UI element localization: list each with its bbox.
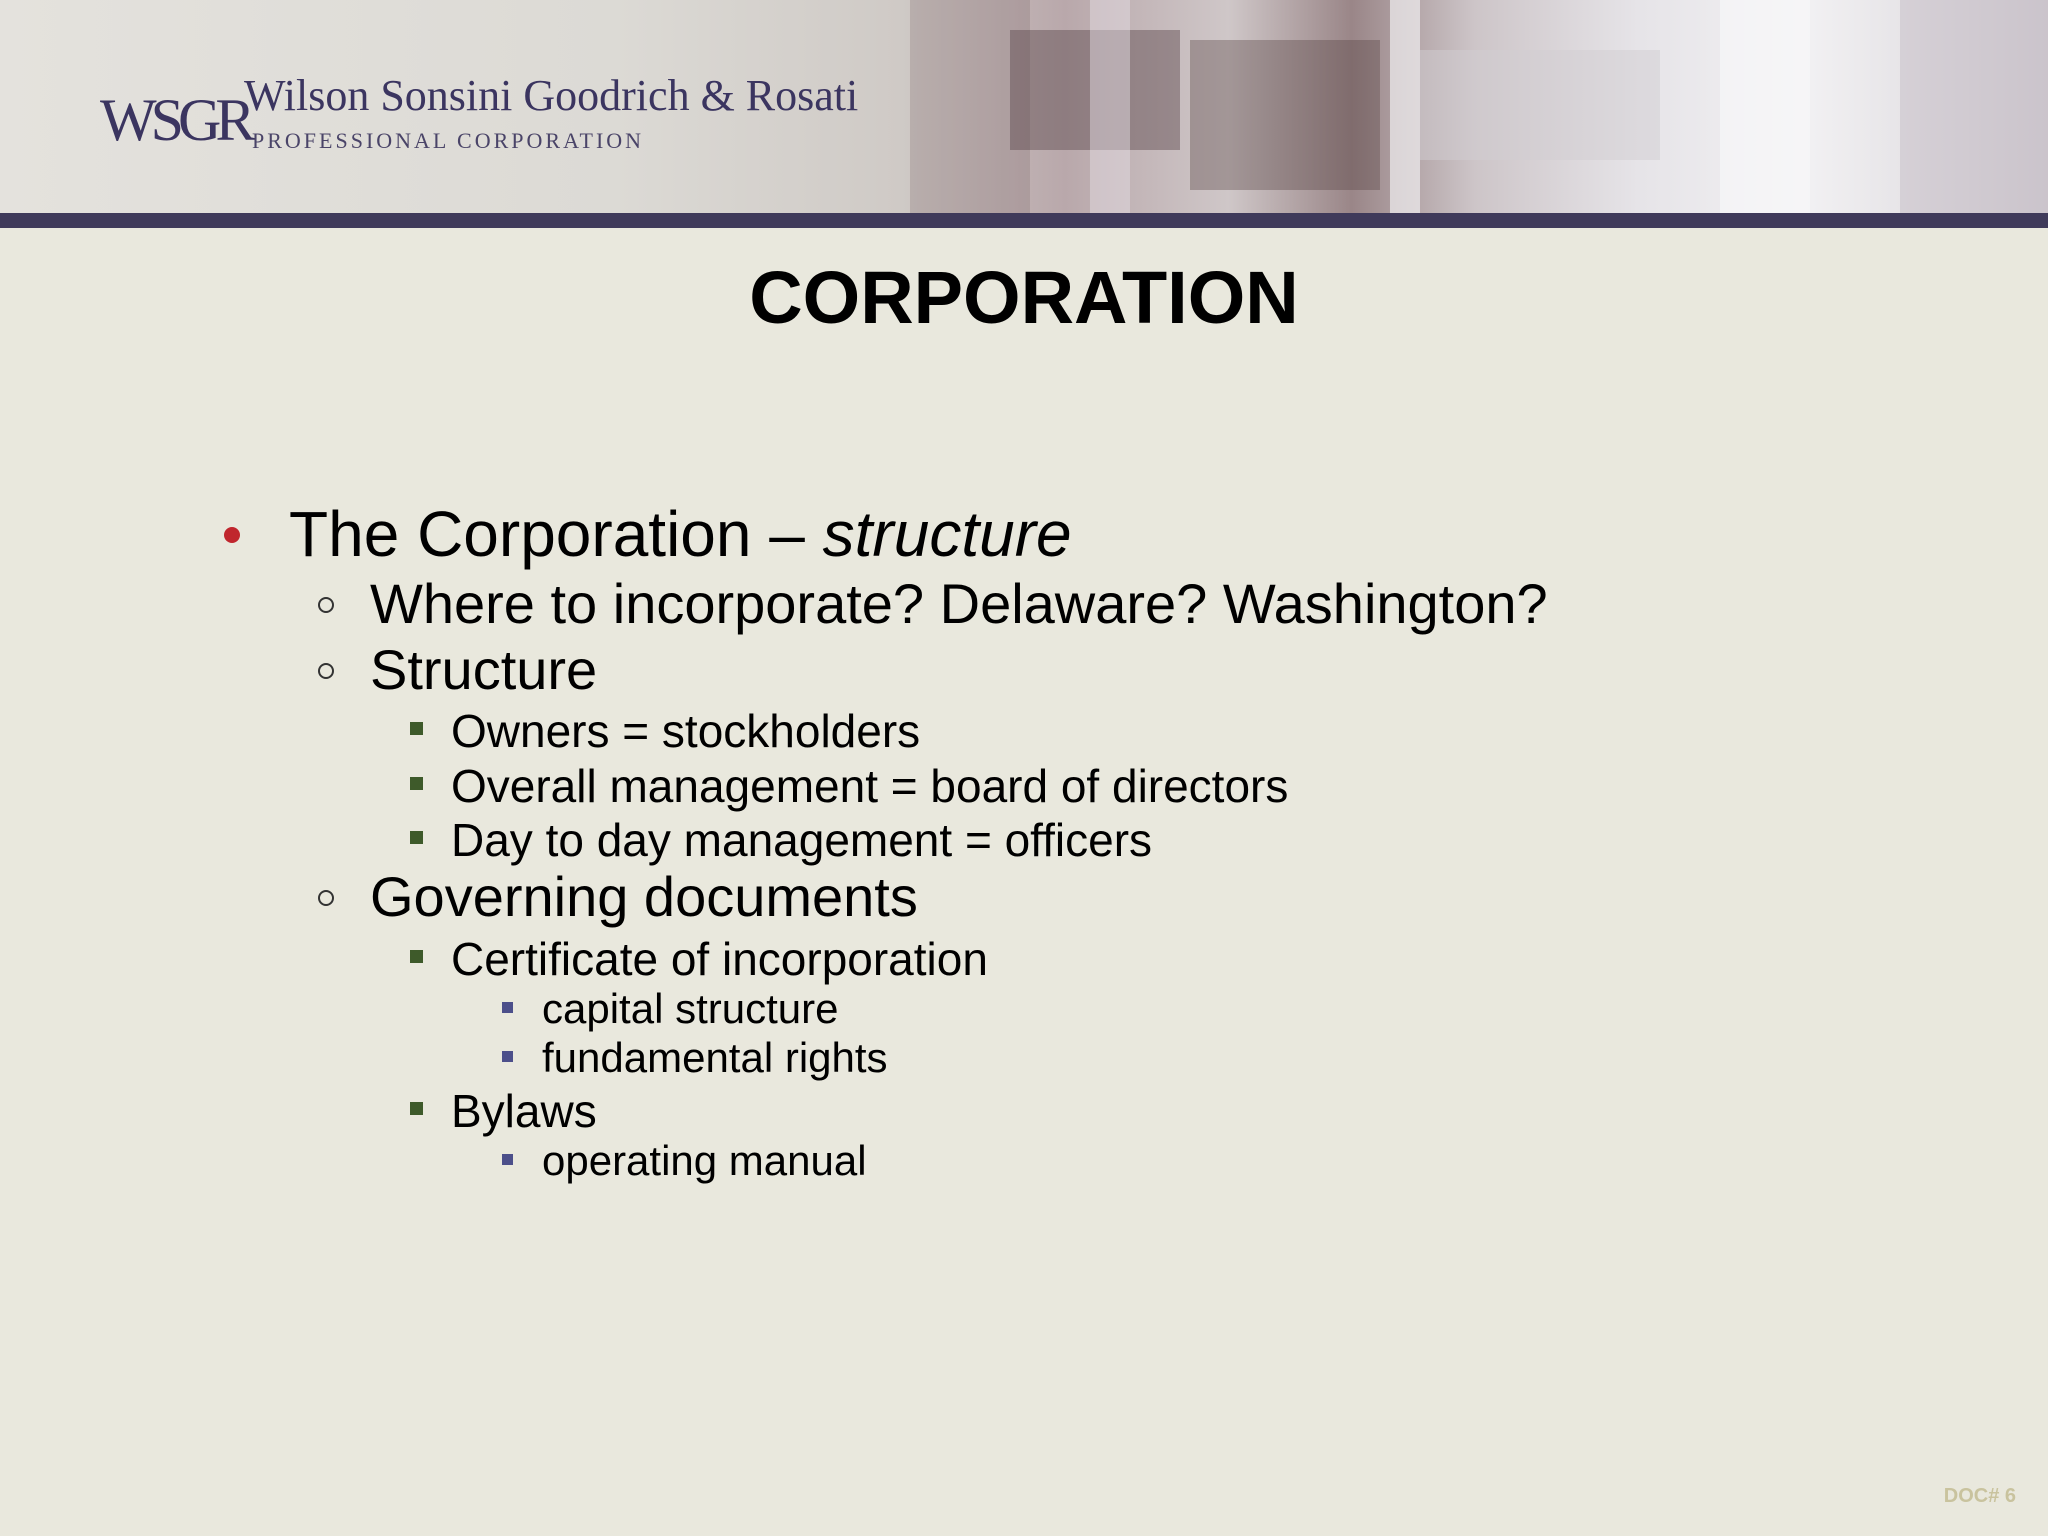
doc-number: DOC# 6 [1943, 1485, 2016, 1507]
header-banner [0, 0, 2048, 213]
bullet-text: The Corporation – [289, 498, 823, 570]
bullet-level4: capital structure [542, 985, 839, 1032]
bullet-level3: Bylaws [451, 1085, 597, 1137]
bullet-level4: fundamental rights [542, 1034, 888, 1081]
bullet-circle-icon [318, 890, 334, 906]
bullet-square-icon [502, 1002, 513, 1013]
header-divider [0, 213, 2048, 228]
bullet-square-icon [502, 1051, 513, 1062]
bullet-dot-icon [224, 527, 240, 543]
bullet-level3: Certificate of incorporation [451, 933, 988, 985]
bullet-square-icon [502, 1154, 513, 1165]
bullet-level2: Structure [370, 638, 598, 701]
logo-monogram: WSGR [100, 87, 250, 153]
bullet-emphasis: structure [822, 498, 1072, 570]
bullet-level1 [289, 497, 1072, 571]
slide-title: CORPORATION [749, 256, 1299, 339]
bullet-circle-icon [318, 663, 334, 679]
bullet-level3: Overall management = board of directors [451, 760, 1289, 812]
bullet-square-icon [410, 1102, 423, 1115]
bullet-circle-icon [318, 597, 334, 613]
bullet-square-icon [410, 777, 423, 790]
bullet-level3: Day to day management = officers [451, 814, 1153, 866]
bullet-square-icon [410, 831, 423, 844]
firm-name: Wilson Sonsini Goodrich & Rosati [244, 71, 859, 120]
bullet-level2: Where to incorporate? Delaware? Washington? [370, 572, 1548, 635]
bullet-square-icon [410, 722, 423, 735]
bullet-level3: Owners = stockholders [451, 705, 921, 757]
bullet-square-icon [410, 950, 423, 963]
firm-subtitle: PROFESSIONAL CORPORATION [252, 128, 645, 153]
bullet-level2: Governing documents [370, 865, 918, 928]
bullet-level4: operating manual [542, 1137, 867, 1184]
